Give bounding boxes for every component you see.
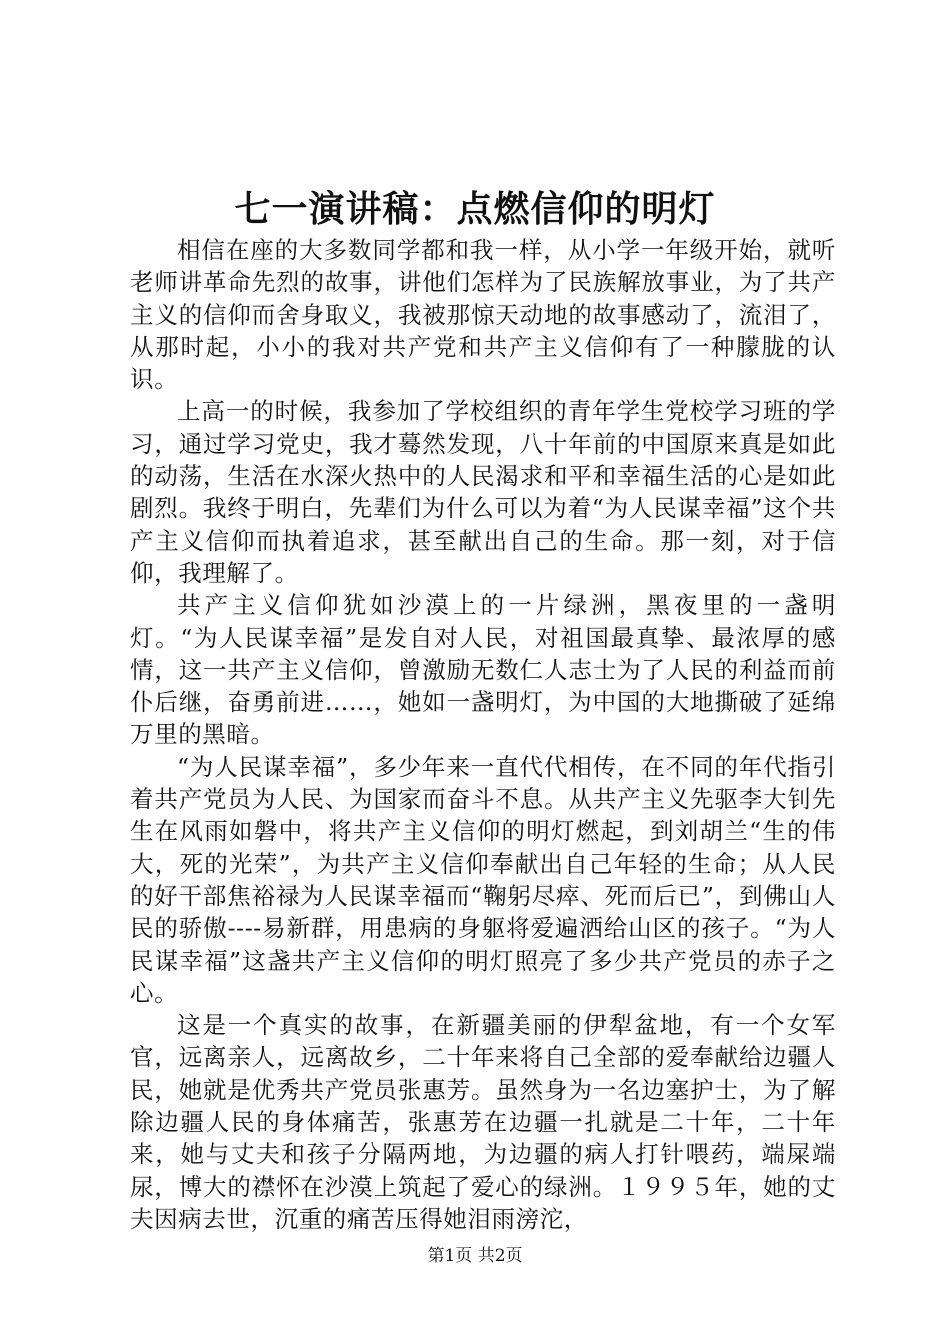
paragraph-2: 上高一的时候，我参加了学校组织的青年学生党校学习班的学习，通过学习党史，我才蓦然发现，八十年前的中国原来真是如此的动荡，生活在水深火热中的人民渴求和平和幸福生活的心是如此剧烈。我终于明白，先辈们为什么可以为着“为人民谋幸福”这个共产主义信仰而执着追求，甚至献出自己的生命。那一刻，对于信仰，我理解了。 <box>130 397 836 587</box>
document-body <box>130 234 836 1235</box>
paragraph-1: 相信在座的大多数同学都和我一样，从小学一年级开始，就听老师讲革命先烈的故事，讲他们怎样为了民族解放事业，为了共产主义的信仰而舍身取义，我被那惊天动地的故事感动了，流泪了，从那时起，小小的我对共产党和共产主义信仰有了一种朦胧的认识。 <box>130 236 836 394</box>
paragraph-5: 这是一个真实的故事，在新疆美丽的伊犁盆地，有一个女军官，远离亲人，远离故乡，二十年来将自己全部的爱奉献给边疆人民，她就是优秀共产党员张惠芳。虽然身为一名边塞护士，为了解除边疆人民的身体痛苦，张惠芳在边疆一扎就是二十年，二十年来，她与丈夫和孩子分隔两地，为边疆的病人打针喂药，端屎端尿，博大的襟怀在沙漠上筑起了爱心的绿洲。１９９５年，她的丈夫因病去世，沉重的痛苦压得她泪雨滂沱， <box>130 1011 836 1233</box>
page-number-footer: 第1页 共2页 <box>427 1246 523 1266</box>
paragraph-4: “为人民谋幸福”，多少年来一直代代相传，在不同的年代指引着共产党员为人民、为国家而奋斗不息。从共产主义先驱李大钊先生在风雨如磐中，将共产主义信仰的明灯燃起，到刘胡兰“生的伟大，死的光荣”，为共产主义信仰奉献出自己年轻的生命；从人民的好干部焦裕禄为人民谋幸福而“鞠躬尽瘁、死而后已”，到佛山人民的骄傲----易新群，用患病的身躯将爱遍洒给山区的孩子。“为人民谋幸福”这盏共产主义信仰的明灯照亮了多少共产党员的赤子之心。 <box>130 752 836 1007</box>
document-title: 七一演讲稿：点燃信仰的明灯 <box>234 188 716 230</box>
paragraph-3: 共产主义信仰犹如沙漠上的一片绿洲，黑夜里的一盏明灯。“为人民谋幸福”是发自对人民，对祖国最真挚、最浓厚的感情，这一共产主义信仰，曾激励无数仁人志士为了人民的利益而前仆后继，奋勇前进……，她如一盏明灯，为中国的大地撕破了延绵万里的黑暗。 <box>130 591 836 749</box>
